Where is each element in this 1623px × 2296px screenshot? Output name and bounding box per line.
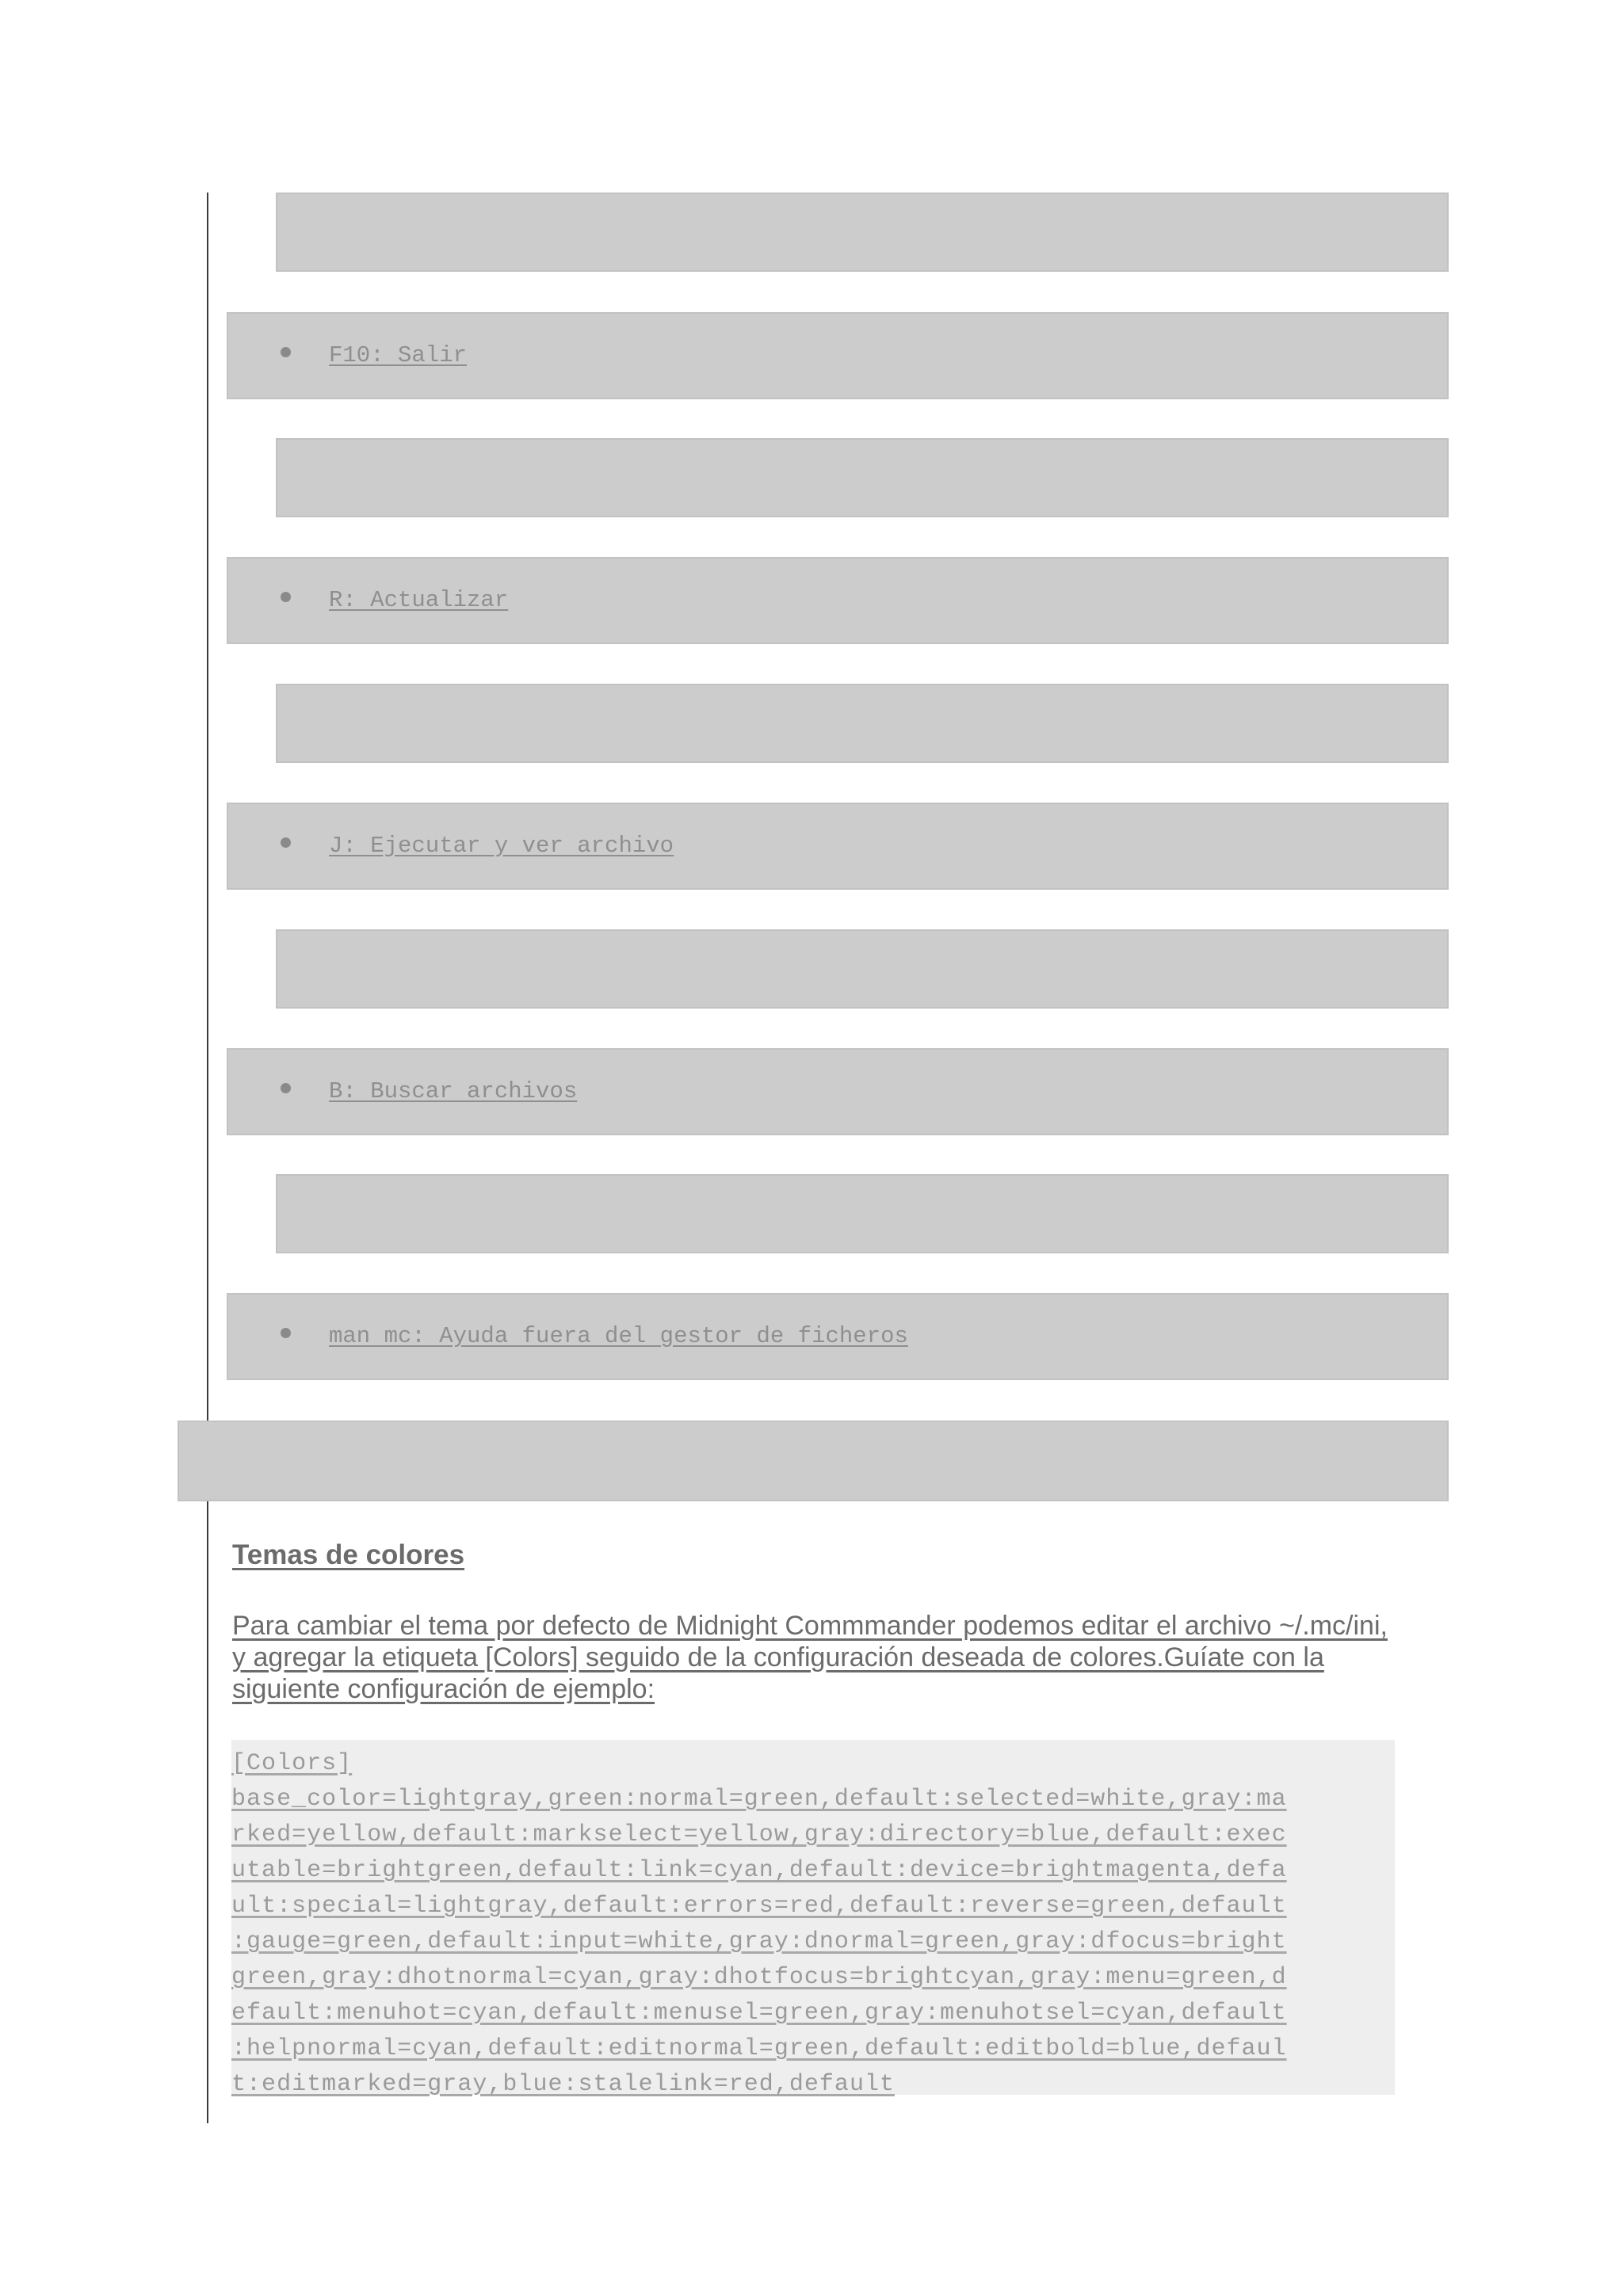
bullet-icon (281, 1328, 291, 1338)
empty-gray-block (276, 438, 1449, 517)
bullet-icon (281, 1083, 291, 1093)
code-line: [Colors] (231, 1750, 353, 1777)
list-item-label: J: Ejecutar y ver archivo (329, 833, 674, 859)
section-paragraph: Para cambiar el tema por defecto de Midnight Commmander podemos editar el archivo ~/.mc/ini, y agregar la etiqueta [Colors] seguido de la configuración deseada de colores.Guíate con la siguiente configuración de ejemplo: (232, 1611, 1388, 1704)
empty-gray-block-wide (178, 1421, 1449, 1501)
list-item-text (281, 833, 674, 859)
code-line: base_color=lightgray,green:normal=green,default:selected=white,gray:ma (231, 1786, 1287, 1813)
list-item (227, 1048, 1449, 1135)
list-item-text (281, 1078, 577, 1104)
code-line: :helpnormal=cyan,default:editnormal=green,default:editbold=blue,defaul (231, 2035, 1287, 2062)
list-item-text (281, 587, 508, 613)
empty-gray-block (276, 684, 1449, 763)
section-heading: Temas de colores (232, 1539, 465, 1570)
bullet-icon (281, 592, 291, 602)
code-line: ult:special=lightgray,default:errors=red,default:reverse=green,default (231, 1893, 1287, 1920)
code-block (231, 1740, 1395, 2098)
empty-gray-block (276, 929, 1449, 1009)
list-item (227, 803, 1449, 890)
code-line: green,gray:dhotnormal=cyan,gray:dhotfocus=brightcyan,gray:menu=green,d (231, 1964, 1287, 1991)
list-item (227, 557, 1449, 644)
list-item (227, 1293, 1449, 1380)
left-margin-rule (207, 193, 208, 2123)
bullet-icon (281, 837, 291, 848)
code-line: efault:menuhot=cyan,default:menusel=green,gray:menuhotsel=cyan,default (231, 2000, 1287, 2027)
list-item-text (281, 342, 467, 368)
code-line: t:editmarked=gray,blue:stalelink=red,default (231, 2071, 896, 2098)
list-item-text (281, 1323, 908, 1349)
code-line: utable=brightgreen,default:link=cyan,default:device=brightmagenta,defa (231, 1857, 1287, 1884)
code-line: :gauge=green,default:input=white,gray:dnormal=green,gray:dfocus=bright (231, 1928, 1287, 1955)
empty-gray-block (276, 193, 1449, 272)
list-item-label: R: Actualizar (329, 587, 509, 613)
list-item-label: B: Buscar archivos (329, 1078, 578, 1104)
empty-gray-block (276, 1174, 1449, 1253)
code-line: rked=yellow,default:markselect=yellow,gray:directory=blue,default:exec (231, 1821, 1287, 1848)
list-item-label: F10: Salir (329, 342, 468, 368)
bullet-icon (281, 347, 291, 357)
list-item (227, 312, 1449, 399)
list-item-label: man mc: Ayuda fuera del gestor de ficheros (329, 1323, 908, 1349)
